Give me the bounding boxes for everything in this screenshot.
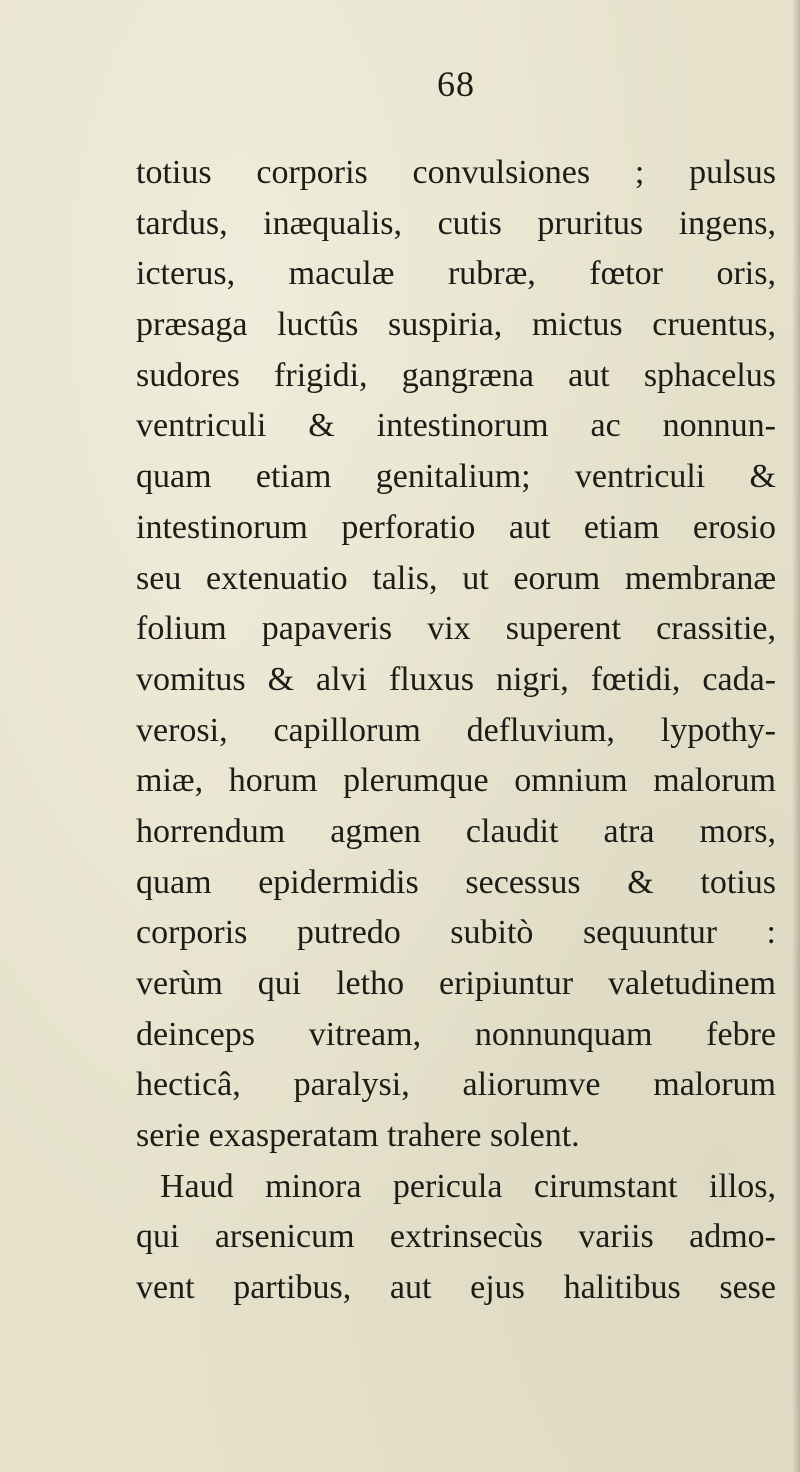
text-line: verosi, capillorum defluvium, lypothy- (136, 711, 776, 749)
page-edge-shadow (792, 0, 800, 1472)
page-number: 68 (437, 64, 475, 104)
text-line: Haud minora pericula cirumstant illos, (160, 1167, 776, 1205)
text-line: seu extenuatio talis, ut eorum membranæ (136, 559, 776, 597)
text-line: præsaga luctûs suspiria, mictus cruentus, (136, 306, 776, 344)
text-line: folium papaveris vix superent crassitie, (136, 610, 776, 648)
text-line: miæ, horum plerumque omnium malorum (136, 762, 776, 800)
text-line: serie exasperatam trahere solent. (136, 1117, 580, 1155)
text-line: quam etiam genitalium; ventriculi & (136, 458, 776, 496)
text-line: verùm qui letho eripiuntur valetudinem (136, 965, 776, 1002)
text-line: horrendum agmen claudit atra mors, (136, 812, 776, 850)
text-line: ventriculi & intestinorum ac nonnun- (136, 407, 776, 445)
text-line: tardus, inæqualis, cutis pruritus ingens, (136, 204, 776, 242)
text-line: quam epidermidis secessus & totius (136, 863, 776, 901)
text-line: sudores frigidi, gangræna aut sphacelus (136, 356, 776, 394)
text-line: intestinorum perforatio aut etiam erosio (136, 508, 776, 546)
text-line: corporis putredo subitò sequuntur : (136, 914, 776, 952)
body-text (136, 148, 776, 1314)
text-line: qui arsenicum extrinsecùs variis admo- (136, 1218, 776, 1256)
text-line: vent partibus, aut ejus halitibus sese (136, 1269, 776, 1307)
text-line: hecticâ, paralysi, aliorumve malorum (136, 1066, 776, 1104)
text-line: deinceps vitream, nonnunquam febre (136, 1015, 776, 1053)
text-line: vomitus & alvi fluxus nigri, fœtidi, cada- (136, 660, 776, 698)
text-line: totius corporis convulsiones ; pulsus (136, 154, 776, 191)
text-line: icterus, maculæ rubræ, fœtor oris, (136, 255, 776, 293)
